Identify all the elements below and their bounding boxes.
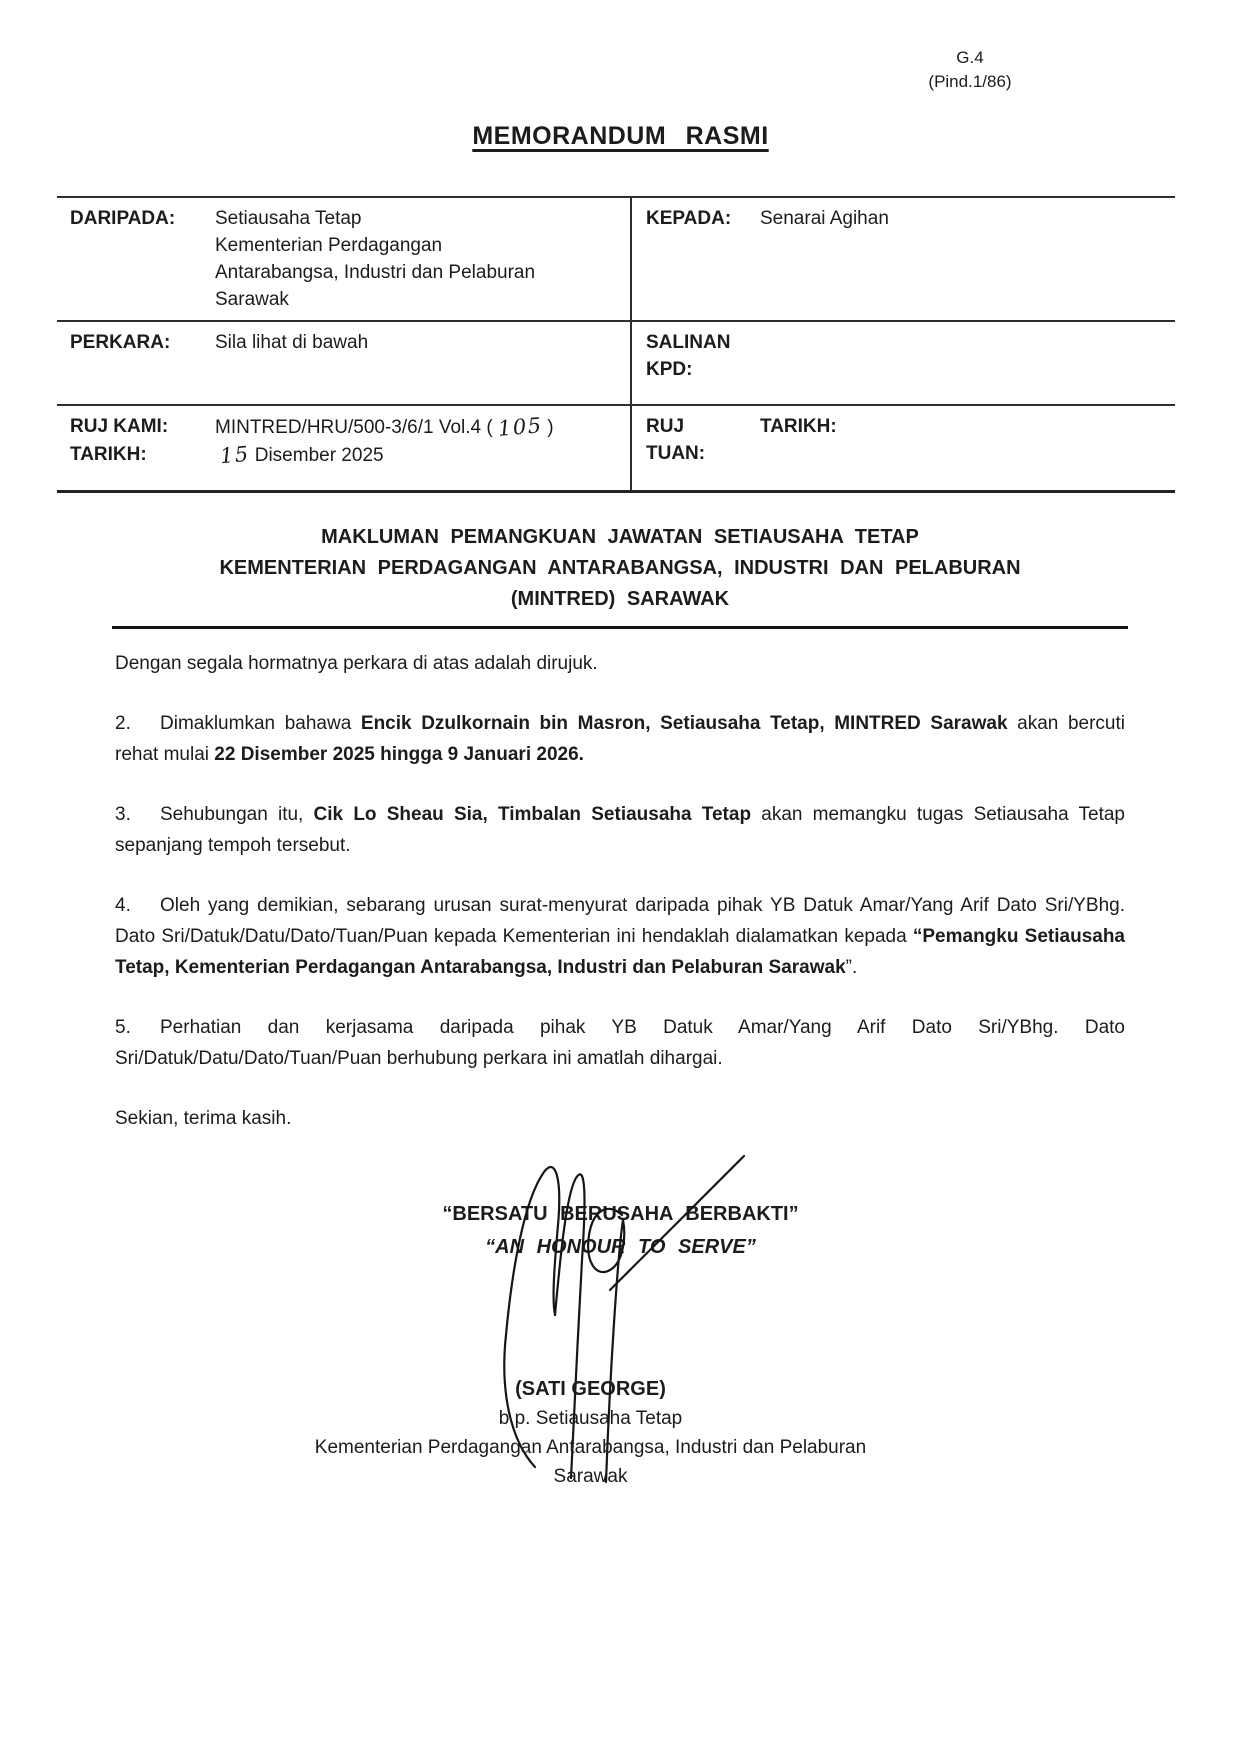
memo-body (115, 648, 1125, 1163)
paragraph-4 (115, 890, 1125, 983)
paragraph-5-number: 5. (115, 1017, 131, 1038)
paragraph-2-text: Dimaklumkan bahawa (160, 713, 361, 734)
paragraph-2-bold-name: Encik Dzulkornain bin Masron, Setiausaha Tetap, MINTRED Sarawak (360, 713, 1008, 734)
paragraph-3-bold-name: Cik Lo Sheau Sia, Timbalan Setiausaha Tetap (313, 804, 752, 825)
signatory-name: (SATI GEORGE) (515, 1378, 666, 1400)
kepada-cell (630, 196, 1175, 320)
ruj-kami-cell (57, 404, 630, 490)
paragraph-4-number: 4. (115, 895, 131, 916)
ruj-tuan-label-line1: RUJ (646, 416, 685, 437)
signatory-org-line2: Sarawak (553, 1466, 628, 1487)
tarikh-kami-value (215, 441, 630, 469)
form-code: G.4 (956, 48, 984, 67)
daripada-line: Sarawak (215, 289, 289, 310)
paragraph-5 (115, 1012, 1125, 1074)
closing-line: Sekian, terima kasih. (115, 1108, 292, 1129)
motto-line2: “AN HONOUR TO SERVE” (485, 1236, 756, 1258)
ruj-kami-value (215, 413, 630, 441)
salinan-label (646, 329, 1175, 383)
daripada-label: DARIPADA: (70, 208, 176, 229)
daripada-cell (57, 196, 630, 320)
paragraph-4-text: ”. (845, 957, 858, 978)
ruj-kami-label: RUJ KAMI: (70, 416, 169, 437)
form-revision: (Pind.1/86) (928, 72, 1012, 91)
salinan-label-line1: SALINAN (646, 332, 731, 353)
perkara-cell (57, 320, 630, 404)
ruj-tuan-label (646, 413, 760, 467)
motto-block (0, 1198, 1241, 1264)
paragraph-4-bold-address: “Pemangku Setiausaha Tetap, Kementerian Perdagangan Antarabangsa, Industri dan Pelaburan Sarawak (115, 926, 1125, 978)
handwritten-ref-number: 105 (496, 413, 544, 441)
ruj-kami-ref-close: ) (547, 417, 554, 438)
daripada-line: Antarabangsa, Industri dan Pelaburan (215, 262, 536, 283)
signature-block (0, 1375, 1211, 1491)
memo-header-table (57, 196, 1175, 493)
motto-line1: “BERSATU BERUSAHA BERBAKTI” (442, 1203, 799, 1225)
subject-line3: (MINTRED) SARAWAK (510, 588, 730, 610)
ruj-tuan-cell (630, 404, 1175, 490)
signatory-bp-line: b.p. Setiausaha Tetap (498, 1408, 683, 1429)
tarikh-kami-month-year: Disember 2025 (254, 445, 384, 466)
paragraph-2-bold-dates: 22 Disember 2025 hingga 9 Januari 2026. (214, 744, 584, 765)
salinan-label-line2: KPD: (646, 359, 693, 380)
subject-line1: MAKLUMAN PEMANGKUAN JAWATAN SETIAUSAHA TETAP (321, 526, 919, 548)
kepada-label: KEPADA: (646, 208, 732, 229)
paragraph-2-text: akan bercuti rehat mulai (115, 713, 1125, 765)
paragraph-3-text: Sehubungan itu, (160, 804, 314, 825)
daripada-value (215, 205, 630, 313)
perkara-label: PERKARA: (70, 332, 171, 353)
ruj-kami-ref: MINTRED/HRU/500-3/6/1 Vol.4 ( (215, 417, 493, 438)
paragraph-2 (115, 708, 1125, 770)
ruj-tuan-label-line2: TUAN: (646, 443, 706, 464)
daripada-line: Kementerian Perdagangan (215, 235, 443, 256)
signatory-org-line1: Kementerian Perdagangan Antarabangsa, Industri dan Pelaburan (314, 1437, 867, 1458)
tarikh-kami-label: TARIKH: (70, 444, 147, 465)
form-code-block (880, 46, 1060, 94)
paragraph-3 (115, 799, 1125, 861)
document-title (0, 122, 1241, 151)
kepada-value: Senarai Agihan (760, 208, 889, 229)
tarikh-tuan-label: TARIKH: (760, 416, 837, 437)
document-title-text: MEMORANDUM RASMI (472, 122, 769, 150)
handwritten-day: 15 (218, 441, 251, 469)
paragraph-3-text: akan memangku tugas Setiausaha Tetap sepanjang tempoh tersebut. (115, 804, 1125, 856)
paragraph-2-number: 2. (115, 713, 131, 734)
daripada-line: Setiausaha Tetap (215, 208, 362, 229)
paragraph-1: Dengan segala hormatnya perkara di atas adalah dirujuk. (115, 653, 598, 674)
subject-heading (112, 522, 1128, 629)
paragraph-5-text: Perhatian dan kerjasama daripada pihak YB Datuk Amar/Yang Arif Dato Sri/YBhg. Dato Sri/Datuk/Datu/Dato/Tuan/Puan berhubung perkara ini amatlah dihargai. (115, 1017, 1125, 1069)
salinan-cell (630, 320, 1175, 404)
paragraph-3-number: 3. (115, 804, 131, 825)
paragraph-4-text: Oleh yang demikian, sebarang urusan surat-menyurat daripada pihak YB Datuk Amar/Yang Arif Dato Sri/YBhg. Dato Sri/Datuk/Datu/Dato/Tuan/Puan kepada Kementerian ini hendaklah dialamatkan kepada (115, 895, 1125, 947)
subject-line2: KEMENTERIAN PERDAGANGAN ANTARABANGSA, INDUSTRI DAN PELABURAN (219, 557, 1021, 579)
perkara-value: Sila lihat di bawah (215, 332, 369, 353)
